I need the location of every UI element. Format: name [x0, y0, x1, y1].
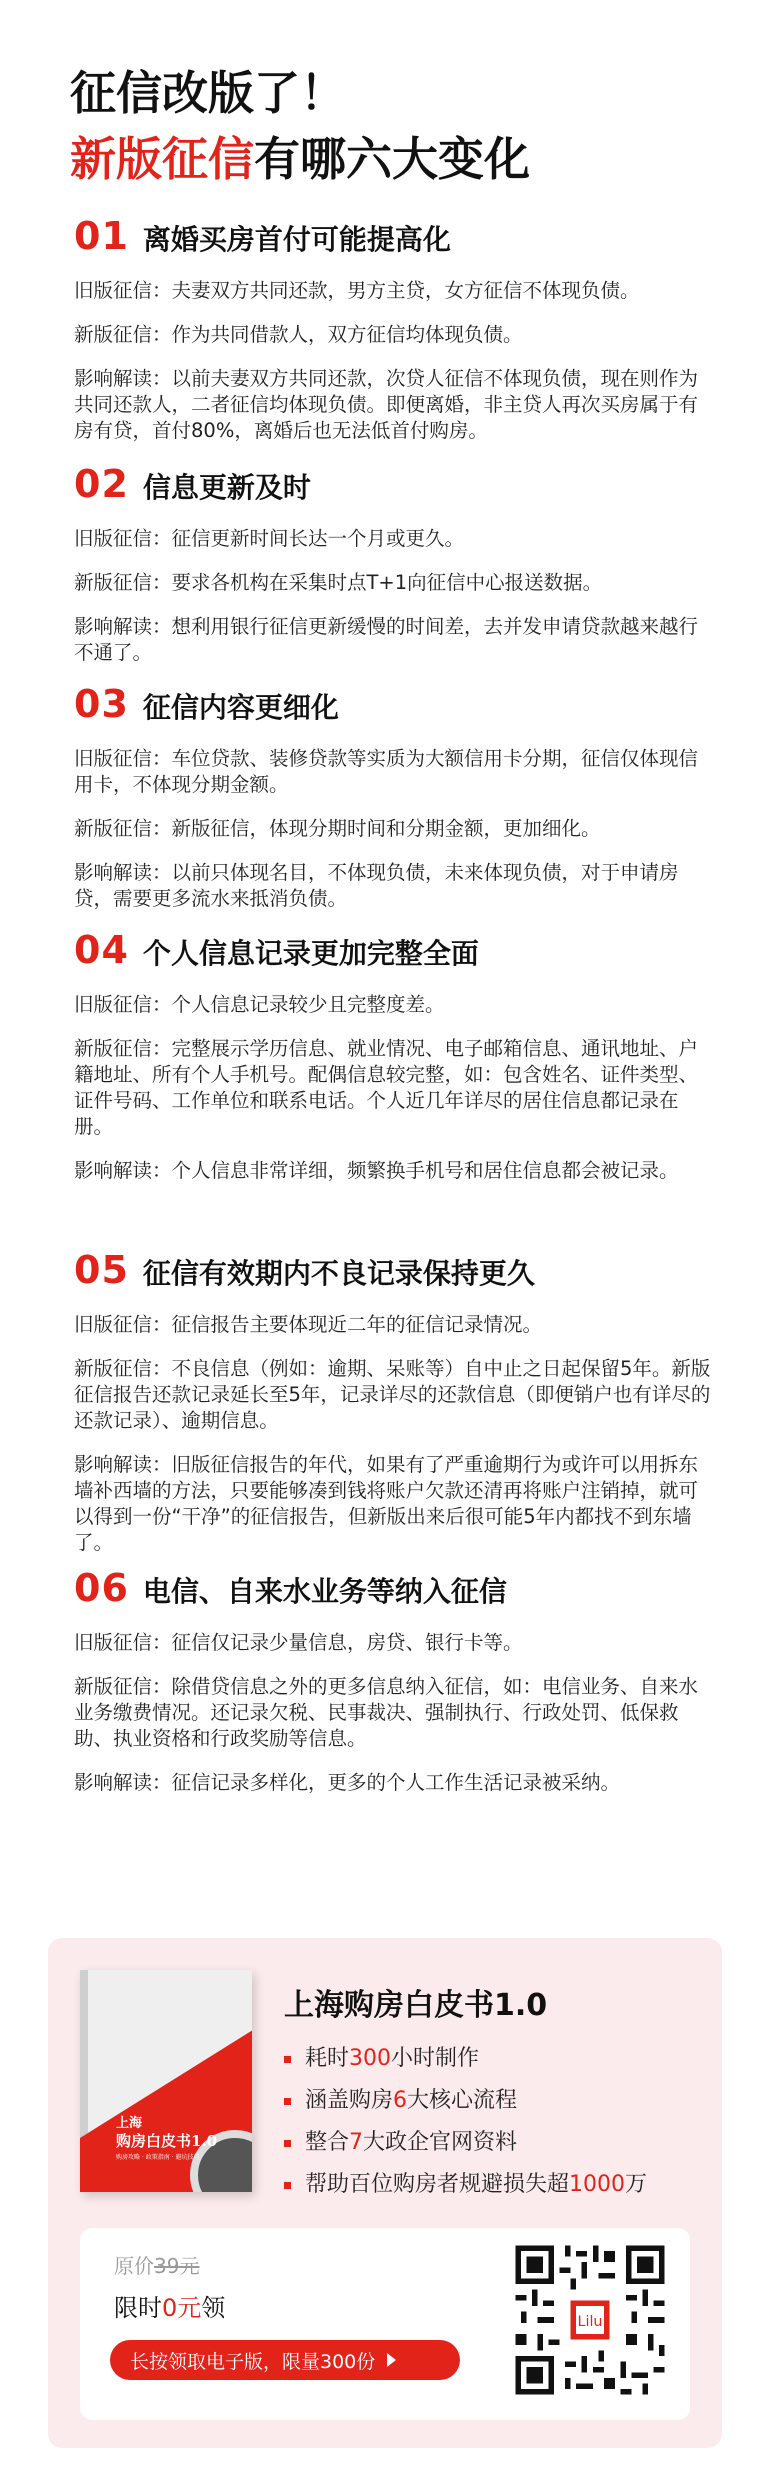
promo-card[interactable] [48, 1938, 722, 2448]
book-cover-subtitle: 购房攻略 · 政策指南 · 避坑技巧 [116, 2154, 200, 2161]
new-version-text: 新版征信：完整展示学历信息、就业情况、电子邮箱信息、通讯地址、户籍地址、所有个人手机号。配偶信息较完整，如：包含姓名、证件类型、证件号码、工作单位和联系电话。个人近几年详尽的居住信息都记录在册。 [74, 1037, 699, 1138]
section-title: 离婚买房首付可能提高化 [142, 223, 451, 256]
limited-price-value: 0元 [162, 2294, 202, 2322]
bullet-icon [284, 2182, 291, 2189]
section-02 [74, 462, 714, 666]
section-01 [74, 214, 714, 444]
list-item: 帮助百位购房者规避损失超 1000 万 [284, 2164, 647, 2206]
section-number: 01 [74, 214, 129, 258]
old-version-text: 旧版征信：征信更新时间长达一个月或更久。 [74, 527, 465, 550]
section-number: 05 [74, 1248, 129, 1292]
section-heading [74, 214, 714, 264]
impact-text: 影响解读：以前只体现名目，不体现负债，未来体现负债，对于申请房贷，需要更多流水来抵消负债。 [74, 861, 679, 910]
section-number: 02 [74, 462, 129, 506]
section-heading [74, 1566, 714, 1616]
claim-button[interactable] [110, 2340, 460, 2380]
section-05 [74, 1248, 714, 1556]
headline-line1: 征信改版了！ [70, 66, 346, 120]
section-heading [74, 462, 714, 512]
section-number: 06 [74, 1566, 129, 1610]
new-version-text: 新版征信：要求各机构在采集时点T+1向征信中心报送数据。 [74, 571, 603, 594]
headline-highlight: 新版征信 [70, 132, 254, 186]
new-version-text: 新版征信：新版征信，体现分期时间和分期金额，更加细化。 [74, 817, 601, 840]
impact-text: 影响解读：旧版征信报告的年代，如果有了严重逾期行为或许可以用拆东墙补西墙的方法，只要能够凑到钱将账户欠款还清再将账户注销掉，就可以得到一份“干净”的征信报告，但新版出来后很可能5年内都找不到东墙了。 [74, 1453, 699, 1554]
bullet-icon [284, 2056, 291, 2063]
claim-button-label: 长按领取电子版，限量300份 [130, 2350, 376, 2373]
section-03 [74, 682, 714, 912]
book-cover-image [80, 1970, 252, 2192]
limited-price: 限时0元领 [114, 2294, 226, 2322]
old-version-text: 旧版征信：车位贷款、装修贷款等实质为大额信用卡分期，征信仅体现信用卡，不体现分期金额。 [74, 747, 699, 796]
section-04 [74, 928, 714, 1184]
list-item: 耗时 300 小时制作 [284, 2038, 647, 2080]
section-title: 征信内容更细化 [142, 691, 339, 724]
original-price: 原价39元 [114, 2254, 200, 2278]
section-title: 信息更新及时 [142, 471, 311, 504]
section-06 [74, 1566, 714, 1796]
impact-text: 影响解读：个人信息非常详细，频繁换手机号和居住信息都会被记录。 [74, 1159, 679, 1182]
impact-text: 影响解读：以前夫妻双方共同还款，次贷人征信不体现负债，现在则作为共同还款人，二者征信均体现负债。即便离婚，非主贷人再次买房属于有房有贷，首付80%，离婚后也无法低首付购房。 [74, 367, 699, 442]
coupon-box [80, 2228, 690, 2420]
new-version-text: 新版征信：不良信息（例如：逾期、呆账等）自中止之日起保留5年。新版征信报告还款记录延长至5年，记录详尽的还款信息（即便销户也有详尽的还款记录）、逾期信息。 [74, 1357, 711, 1432]
old-version-text: 旧版征信：个人信息记录较少且完整度差。 [74, 993, 445, 1016]
section-title: 征信有效期内不良记录保持更久 [142, 1257, 535, 1290]
old-version-text: 旧版征信：征信报告主要体现近二年的征信记录情况。 [74, 1313, 543, 1336]
qr-logo-text: Lilu [577, 2314, 603, 2331]
old-version-text: 旧版征信：征信仅记录少量信息，房贷、银行卡等。 [74, 1631, 523, 1654]
impact-text: 影响解读：征信记录多样化，更多的个人工作生活记录被采纳。 [74, 1771, 621, 1794]
list-item: 整合 7 大政企官网资料 [284, 2122, 647, 2164]
headline-rest: 有哪六大变化 [254, 132, 530, 186]
section-number: 03 [74, 682, 129, 726]
list-item: 涵盖购房 6 大核心流程 [284, 2080, 647, 2122]
book-cover-title-line2: 购房白皮书1.0 [116, 2132, 218, 2150]
qr-code-icon [510, 2240, 670, 2400]
new-version-text: 新版征信：除借贷信息之外的更多信息纳入征信，如：电信业务、自来水业务缴费情况。还记录欠税、民事裁决、强制执行、行政处罚、低保救助、执业资格和行政奖励等信息。 [74, 1675, 699, 1750]
headline-line2 [70, 126, 530, 192]
section-heading [74, 928, 714, 978]
old-version-text: 旧版征信：夫妻双方共同还款，男方主贷，女方征信不体现负债。 [74, 279, 640, 302]
bullet-icon [284, 2140, 291, 2147]
section-title: 个人信息记录更加完整全面 [142, 937, 479, 970]
section-title: 电信、自来水业务等纳入征信 [142, 1575, 507, 1608]
section-number: 04 [74, 928, 129, 972]
original-price-value: 39元 [154, 2254, 200, 2278]
section-heading [74, 1248, 714, 1298]
promo-feature-list [284, 2038, 647, 2206]
section-heading [74, 682, 714, 732]
promo-title: 上海购房白皮书1.0 [284, 1988, 548, 2023]
book-cover-title-line1: 上海 [116, 2116, 143, 2131]
new-version-text: 新版征信：作为共同借款人，双方征信均体现负债。 [74, 323, 523, 346]
bullet-icon [284, 2098, 291, 2105]
qr-code[interactable] [510, 2240, 670, 2400]
impact-text: 影响解读：想利用银行征信更新缓慢的时间差，去并发申请贷款越来越行不通了。 [74, 615, 699, 664]
play-arrow-icon [387, 2353, 396, 2367]
